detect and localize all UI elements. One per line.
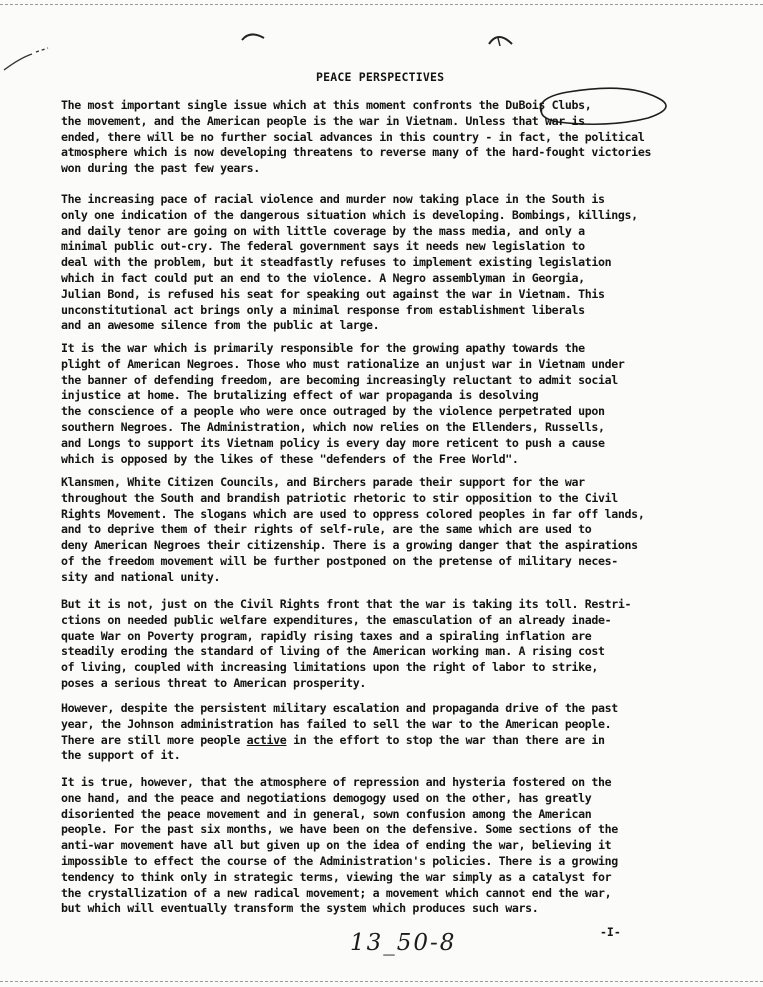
text-line: of the freedom movement will be further postponed on the pretense of military neces- <box>61 553 618 568</box>
text-line: unconstitutional act brings only a minimal response from establishment liberals <box>61 302 585 317</box>
underlined-word: active <box>246 732 287 747</box>
paragraph-1 <box>61 98 731 177</box>
document-title: PEACE PERSPECTIVES <box>316 70 445 84</box>
text-line: sity and national unity. <box>61 569 221 584</box>
text-line: won during the past few years. <box>61 161 260 176</box>
top-perforation-rule <box>0 4 763 5</box>
text-line: one hand, and the peace and negotiations demogogy used on the other, has greatly <box>61 790 592 805</box>
text-line: deny American Negroes their citizenship. There is a growing danger that the aspirations <box>61 538 638 553</box>
text-line: and Longs to support its Vietnam policy is every day more reticent to push a cause <box>61 435 605 450</box>
text-line: quate War on Poverty program, rapidly rising taxes and a spiraling inflation are <box>61 628 592 643</box>
text-line: plight of American Negroes. Those who must rationalize an unjust war in Vietnam under <box>61 356 625 371</box>
text-line: However, despite the persistent military escalation and propaganda drive of the past <box>61 701 618 715</box>
text-line: the banner of defending freedom, are becoming increasingly reluctant to admit social <box>61 372 618 387</box>
text-line: Klansmen, White Citizen Councils, and Birchers parade their support for the war <box>61 475 585 489</box>
text-line: southern Negroes. The Administration, which now relies on the Ellenders, Russells, <box>61 419 605 434</box>
text-line: which in fact could put an end to the violence. A Negro assemblyman in Georgia, <box>61 270 585 285</box>
text-line: people. For the past six months, we have been on the defensive. Some sections of the <box>61 822 618 837</box>
text-line: But it is not, just on the Civil Rights front that the war is taking its toll. Restri- <box>61 597 632 611</box>
text-line: the movement, and the American people is the war in Vietnam. Unless that war is <box>61 113 585 128</box>
text-line: and daily tenor are going on with little coverage by the mass media, and only a <box>61 223 585 238</box>
text-line: tendency to think only in strategic terms, viewing the war simply as a catalyst for <box>61 869 612 884</box>
text-line: deal with the problem, but it steadfastly refuses to implement existing legislation <box>61 255 612 270</box>
text-line: It is true, however, that the atmosphere of repression and hysteria fostered on the <box>61 775 612 789</box>
paragraph-3 <box>61 341 731 467</box>
text-line: the support of it. <box>61 748 181 763</box>
text-line: injustice at home. The brutalizing effect of war propaganda is desolving <box>61 388 539 403</box>
text-line: atmosphere which is now developing threatens to reverse many of the hard-fought victories <box>61 145 652 160</box>
text-line: poses a serious threat to American prosperity. <box>61 675 366 690</box>
paragraph-6 <box>61 701 731 764</box>
text-line: of living, coupled with increasing limitations upon the right of labor to strike, <box>61 660 599 675</box>
text-line: ended, there will be no further social advances in this country - in fact, the political <box>61 129 645 144</box>
handwritten-file-number: 13_50-8 <box>350 930 457 956</box>
pen-stroke-mark <box>2 44 52 72</box>
text-line: steadily eroding the standard of living of the American working man. A rising cost <box>61 644 605 659</box>
punch-hole-mark-left <box>238 30 268 44</box>
text-line: year, the Johnson administration has failed to sell the war to the American people. <box>61 716 612 731</box>
text-line: throughout the South and brandish patriotic rhetoric to stir opposition to the Civil <box>61 490 618 505</box>
text-line: disoriented the peace movement and in general, sown confusion among the American <box>61 806 592 821</box>
text-line: The increasing pace of racial violence and murder now taking place in the South is <box>61 192 605 206</box>
text-line: anti-war movement have all but given up on the idea of ending the war, believing it <box>61 838 612 853</box>
text-line: minimal public out-cry. The federal government says it needs new legislation to <box>61 239 585 254</box>
paragraph-7 <box>61 775 731 917</box>
punch-hole-mark-right <box>486 32 516 48</box>
paragraph-5 <box>61 597 731 692</box>
text-line: ctions on needed public welfare expenditures, the emasculation of an already inade- <box>61 612 612 627</box>
text-line: the conscience of a people who were once outraged by the violence perpetrated upon <box>61 404 605 419</box>
page-number: -I- <box>600 925 621 939</box>
paragraph-4 <box>61 475 731 586</box>
text-line: the crystallization of a new radical movement; a movement which cannot end the war, <box>61 885 612 900</box>
bottom-perforation-rule <box>0 981 763 982</box>
text-line: and an awesome silence from the public at large. <box>61 318 380 333</box>
text-line: which is opposed by the likes of these "defenders of the Free World". <box>61 451 519 466</box>
text-line-with-underline: There are still more people active in the effort to stop the war than there are in <box>61 732 605 747</box>
paragraph-2 <box>61 192 731 334</box>
text-line: and to deprive them of their rights of self-rule, are the same which are used to <box>61 522 592 537</box>
text-line: The most important single issue which at this moment confronts the DuBois Clubs, <box>61 98 592 112</box>
text-line: only one indication of the dangerous situation which is developing. Bombings, killings, <box>61 207 638 222</box>
text-line: Rights Movement. The slogans which are used to oppress colored peoples in far off lands, <box>61 506 645 521</box>
text-line: Julian Bond, is refused his seat for speaking out against the war in Vietnam. This <box>61 286 605 301</box>
text-line: but which will eventually transform the system which produces such wars. <box>61 901 539 916</box>
text-line: It is the war which is primarily responsible for the growing apathy towards the <box>61 341 585 355</box>
text-line: impossible to effect the course of the Administration's policies. There is a growing <box>61 853 618 868</box>
